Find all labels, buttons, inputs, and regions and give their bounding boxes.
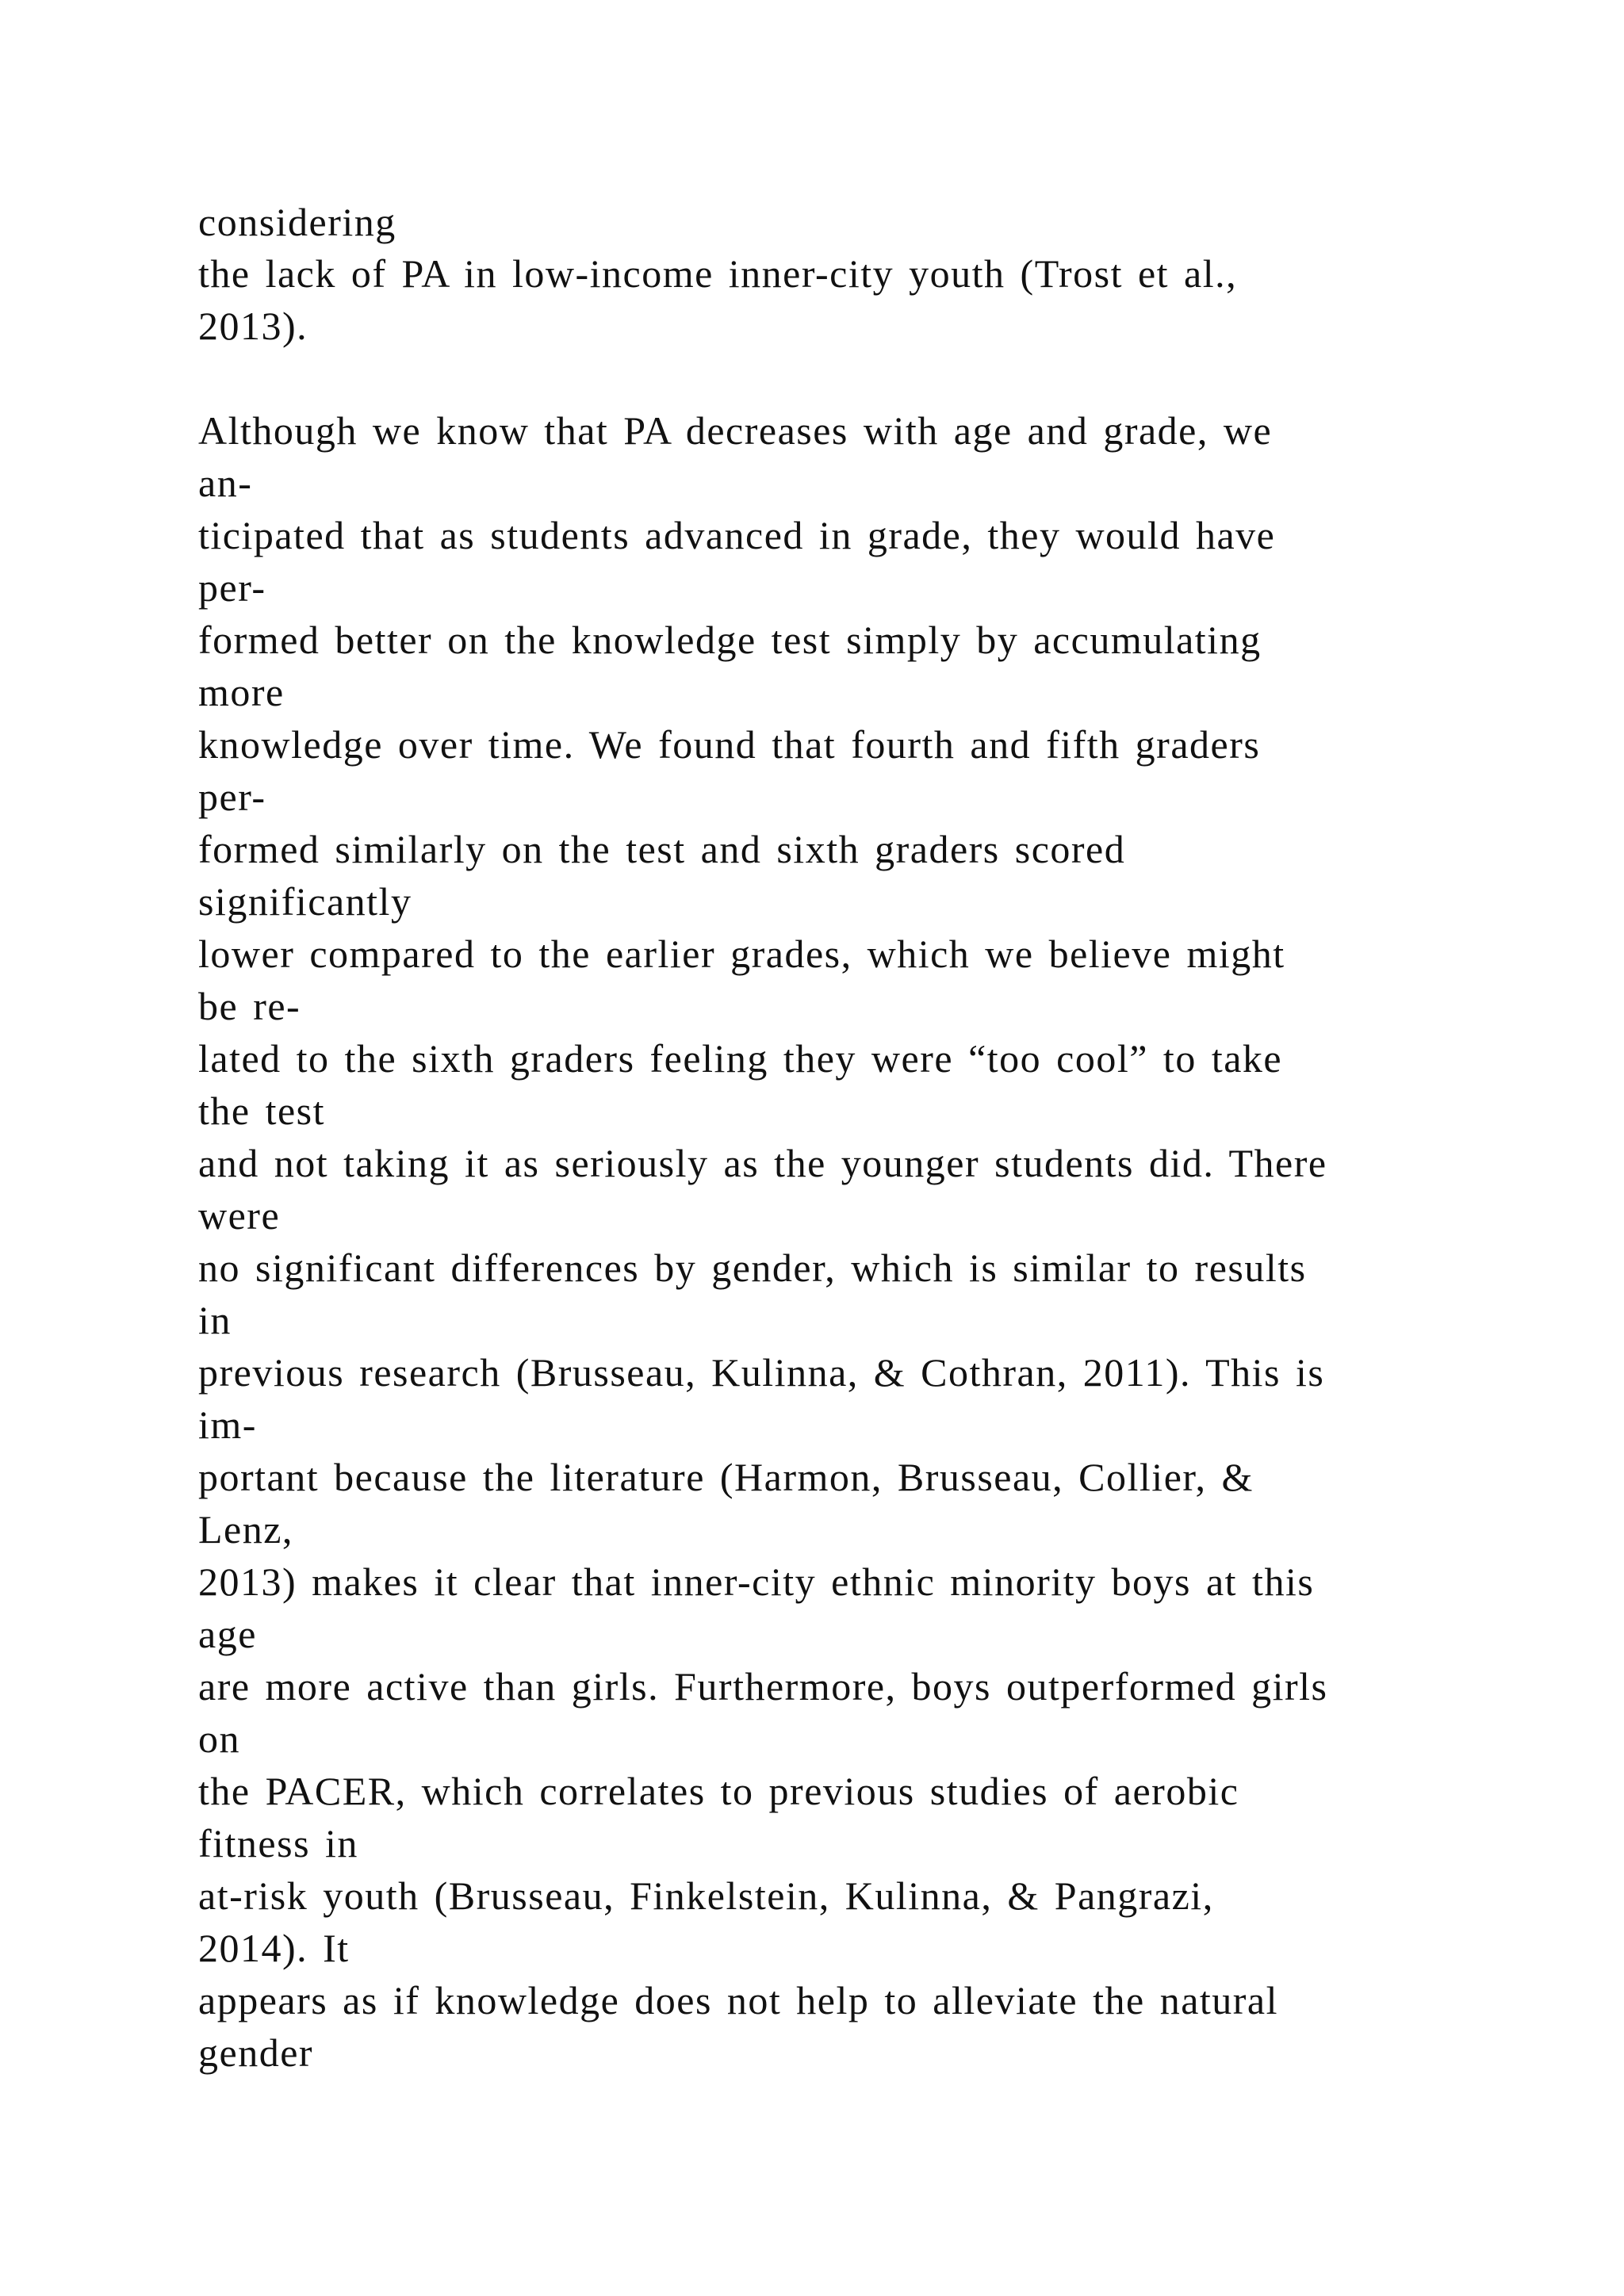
text-line: per- (198, 775, 266, 819)
text-line: formed better on the knowledge test simply by accumulating (198, 618, 1262, 662)
text-line: the lack of PA in low-income inner-city youth (Trost et al., (198, 251, 1238, 296)
text-line: were (198, 1193, 281, 1238)
text-line: gender (198, 2030, 314, 2075)
text-line: Although we know that PA decreases with age and grade, we (198, 408, 1273, 453)
text-line: formed similarly on the test and sixth graders scored (198, 827, 1126, 871)
text-line: fitness in (198, 1821, 358, 1866)
text-line: portant because the literature (Harmon, Brusseau, Collier, & (198, 1455, 1254, 1499)
text-line: knowledge over time. We found that fourth and fifth graders (198, 722, 1261, 767)
text-line: be re- (198, 984, 301, 1028)
text-line: 2013) makes it clear that inner-city ethnic minority boys at this (198, 1559, 1315, 1604)
text-line: the test (198, 1089, 326, 1133)
text-line: significantly (198, 879, 412, 924)
text-line: ticipated that as students advanced in grade, they would have (198, 513, 1276, 557)
text-line: the PACER, which correlates to previous studies of aerobic (198, 1769, 1239, 1813)
text-line: appears as if knowledge does not help to alleviate the natural (198, 1978, 1279, 2022)
text-line: Lenz, (198, 1507, 293, 1552)
text-line: at-risk youth (Brusseau, Finkelstein, Kulinna, & Pangrazi, (198, 1873, 1214, 1918)
text-line: lated to the sixth graders feeling they were “too cool” to take (198, 1036, 1283, 1081)
text-line: on (198, 1716, 240, 1761)
text-line: considering (198, 200, 396, 244)
text-line: in (198, 1298, 232, 1342)
text-line: im- (198, 1402, 257, 1447)
text-line: are more active than girls. Furthermore, boys outperformed girls (198, 1664, 1328, 1709)
text-line: previous research (Brusseau, Kulinna, & Cothran, 2011). This is (198, 1350, 1325, 1395)
text-line: 2013). (198, 304, 308, 348)
text-line: lower compared to the earlier grades, which we believe might (198, 932, 1285, 976)
text-line: age (198, 1612, 257, 1656)
text-line: 2014). It (198, 1926, 350, 1970)
text-line: per- (198, 565, 266, 610)
text-line: and not taking it as seriously as the younger students did. There (198, 1141, 1327, 1185)
text-line: more (198, 670, 285, 714)
text-line: no significant differences by gender, which is similar to results (198, 1246, 1307, 1290)
text-line: an- (198, 461, 253, 505)
